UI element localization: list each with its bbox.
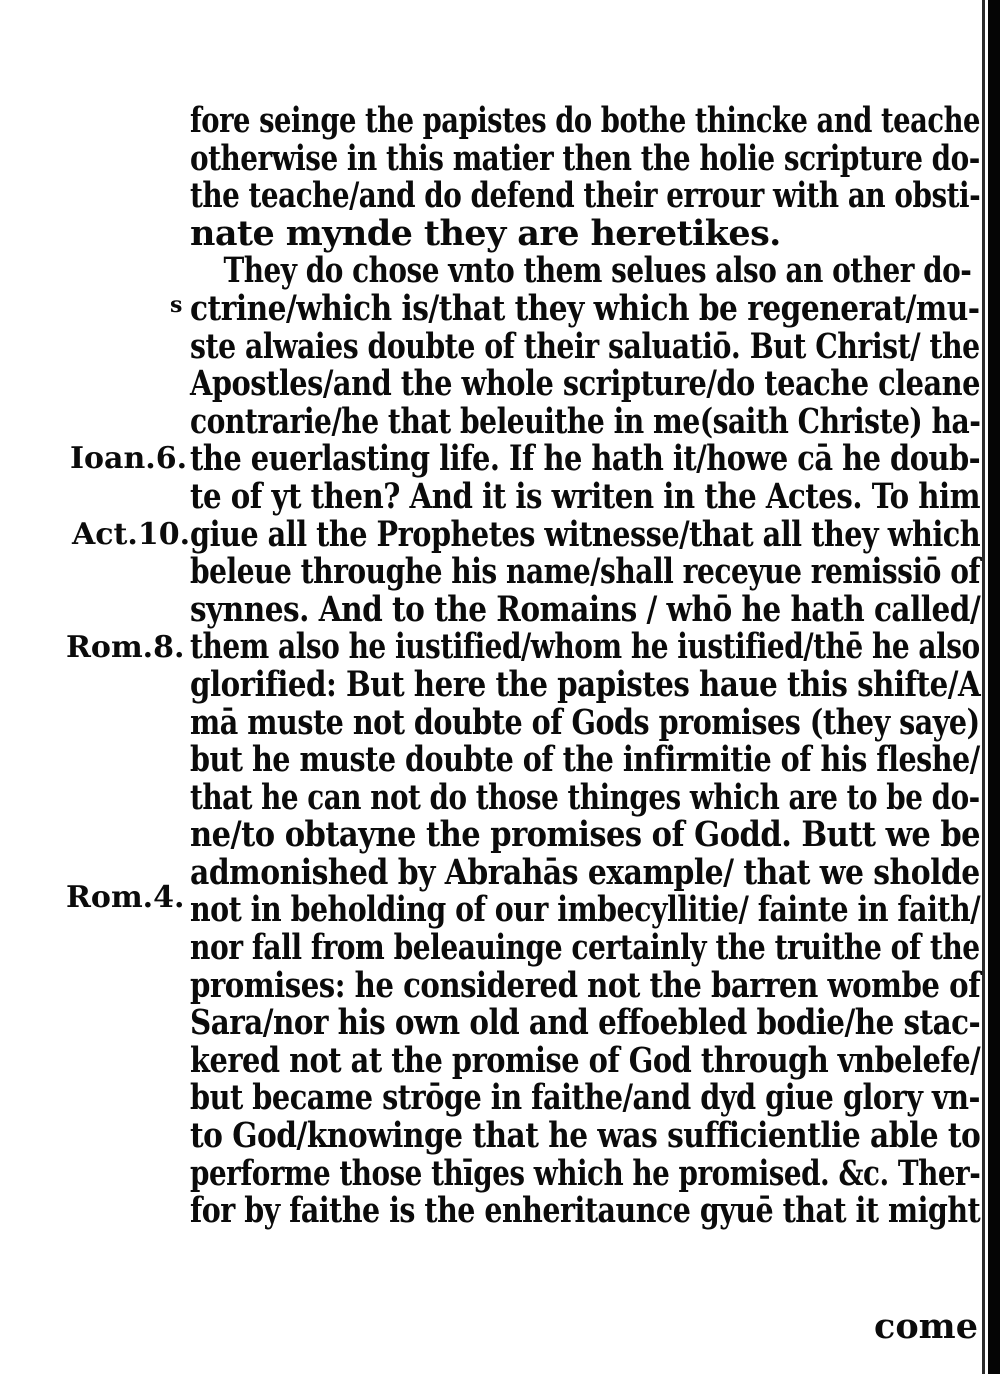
text-line: the teache/and do defend their errour with an obsti- (190, 175, 981, 217)
text-line: otherwise in this matier then the holie scripture do- (190, 137, 980, 179)
text-line: but became strōge in faithe/and dyd giue glory vn- (190, 1077, 980, 1119)
text-line: to God/knowinge that he was sufficientlie able to (190, 1115, 981, 1157)
text-line: performe those thīges which he promised. &c. Ther- (190, 1152, 981, 1194)
catchword: come (874, 1306, 978, 1347)
margin-note-act: Act.10. (72, 517, 191, 552)
margin-note-rom8: Rom.8. (66, 630, 185, 665)
page-gutter-edge (988, 0, 1000, 1374)
text-line-paragraph-start: They do chose vnto them selues also an other do- (223, 250, 972, 292)
text-line: ste alwaies doubte of their saluatiō. But Christ/ the (190, 325, 980, 367)
text-line: Sara/nor his own old and effoebled bodie/he stac- (190, 1002, 981, 1044)
margin-note-ioan: Ioan.6. (70, 441, 188, 476)
text-line: them also he iustified/whom he iustified/thē he also (190, 626, 980, 668)
text-line: nate mynde they are heretikes. (190, 212, 781, 254)
text-line: promises: he considered not the barren wombe of (190, 964, 981, 1006)
margin-note-rom4: Rom.4. (66, 880, 185, 915)
text-line: but he muste doubte of the infirmitie of his fleshe/ (190, 739, 980, 781)
text-line: te of yt then? And it is writen in the Actes. To him (190, 475, 981, 517)
text-line: synnes. And to the Romains / whō he hath called/ (190, 588, 981, 630)
text-line: fore seinge the papistes do bothe thincke and teache (190, 100, 980, 141)
body-text (190, 102, 980, 1230)
text-line: kered not at the promise of God through vnbelefe/ (190, 1039, 981, 1081)
text-line: contrarie/he that beleuithe in me(saith Christe) ha- (190, 400, 981, 442)
text-line: nor fall from beleauinge certainly the truithe of the (190, 927, 980, 969)
text-line: glorified: But here the papistes haue this shifte/A (190, 663, 981, 705)
text-line: admonished by Abrahās example/ that we sholde (190, 851, 980, 893)
section-mark: s (170, 292, 183, 318)
text-line: that he can not do those thinges which are to be do- (190, 776, 980, 818)
text-line: mā muste not doubte of Gods promises (they saye) (190, 701, 980, 743)
text-line: the euerlasting life. If he hath it/howe cā he doub- (190, 438, 981, 480)
text-line: for by faithe is the enheritaunce gyuē that it might (190, 1190, 981, 1232)
text-line: giue all the Prophetes witnesse/that all they which (190, 513, 981, 555)
text-line: Apostles/and the whole scripture/do teache cleane (190, 363, 980, 405)
text-line: not in beholding of our imbecyllitie/ fainte in faith/ (190, 889, 981, 931)
text-line: beleue throughe his name/shall receyue remissiō of (190, 551, 981, 593)
text-line: ne/to obtayne the promises of Godd. Butt we be (190, 814, 981, 856)
text-line: ctrine/which is/that they which be regenerat/mu- (190, 287, 980, 329)
